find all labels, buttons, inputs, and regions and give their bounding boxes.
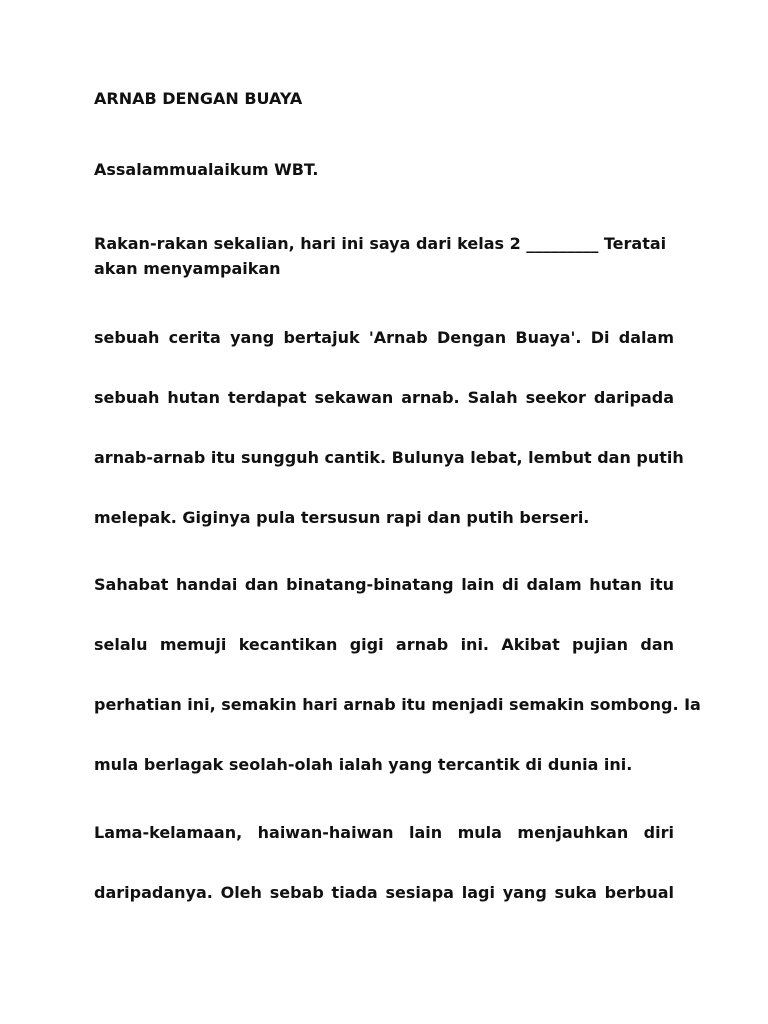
paragraph-line: Sahabat handai dan binatang-binatang lain di dalam hutan itu <box>94 575 674 594</box>
intro-line: akan menyampaikan <box>94 259 281 278</box>
paragraph-line: Lama-kelamaan, haiwan-haiwan lain mula menjauhkan diri <box>94 823 674 842</box>
paragraph-line: daripadanya. Oleh sebab tiada sesiapa lagi yang suka berbual <box>94 883 674 902</box>
intro-paragraph <box>94 231 694 281</box>
intro-line: Rakan-rakan sekalian, hari ini saya dari kelas 2 _________ Teratai <box>94 234 667 253</box>
paragraph-line: arnab-arnab itu sungguh cantik. Bulunya lebat, lembut dan putih <box>94 448 684 467</box>
story-paragraph-2 <box>94 574 701 814</box>
paragraph-line: mula berlagak seolah-olah ialah yang tercantik di dunia ini. <box>94 755 633 774</box>
paragraph-line: perhatian ini, semakin hari arnab itu menjadi semakin sombong. Ia <box>94 695 701 714</box>
story-paragraph-1 <box>94 327 684 567</box>
story-paragraph-3 <box>94 822 674 942</box>
document-title: ARNAB DENGAN BUAYA <box>94 89 303 108</box>
paragraph-line: melepak. Giginya pula tersusun rapi dan putih berseri. <box>94 508 590 527</box>
paragraph-line: sebuah cerita yang bertajuk 'Arnab Dengan Buaya'. Di dalam <box>94 328 674 347</box>
greeting-line: Assalammualaikum WBT. <box>94 160 319 179</box>
paragraph-line: sebuah hutan terdapat sekawan arnab. Salah seekor daripada <box>94 388 674 407</box>
paragraph-line: selalu memuji kecantikan gigi arnab ini. Akibat pujian dan <box>94 635 674 654</box>
